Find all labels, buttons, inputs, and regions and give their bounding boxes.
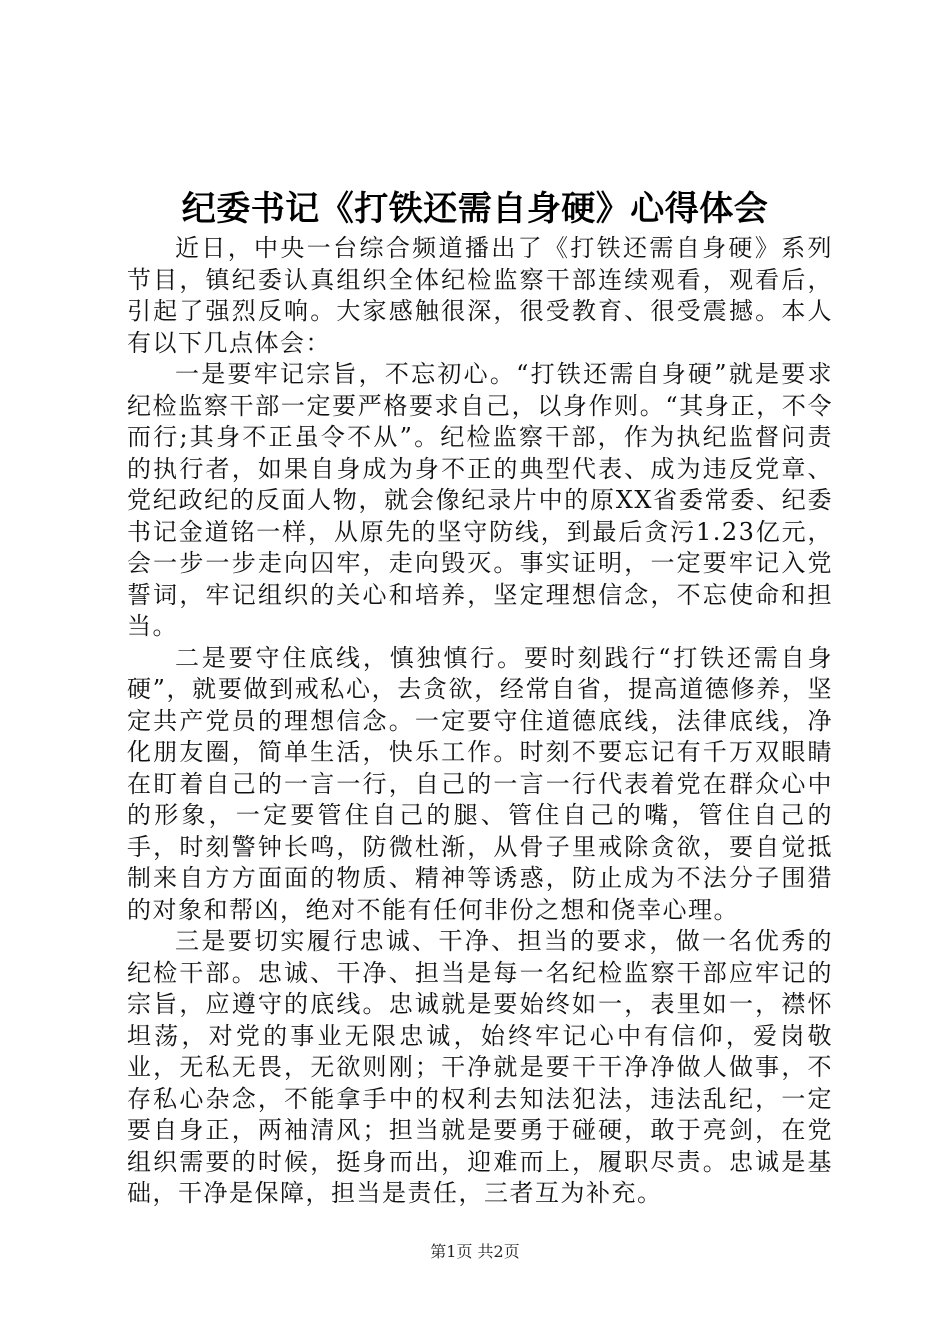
paragraph-point-two: 二是要守住底线，慎独慎行。要时刻践行“打铁还需自身硬”，就要做到戒私心，去贪欲，经常自省，提高道德修养，坚定共产党员的理想信念。一定要守住道德底线，法律底线，净化朋友圈，简单生活，快乐工作。时刻不要忘记有千万双眼睛在盯着自己的一言一行，自己的一言一行代表着党在群众心中的形象，一定要管住自己的腿、管住自己的嘴，管住自己的手，时刻警钟长鸣，防微杜渐，从骨子里戒除贪欲，要自觉抵制来自方方面面的物质、精神等诱惑，防止成为不法分子围猎的对象和帮凶，绝对不能有任何非份之想和侥幸心理。 bbox=[127, 643, 833, 924]
document-body bbox=[127, 233, 833, 1210]
page-number-footer: 第1页 共2页 bbox=[430, 1242, 520, 1261]
document-title: 纪委书记《打铁还需自身硬》心得体会 bbox=[181, 189, 769, 229]
paragraph-point-three: 三是要切实履行忠诚、干净、担当的要求，做一名优秀的纪检干部。忠诚、干净、担当是每一名纪检监察干部应牢记的宗旨，应遵守的底线。忠诚就是要始终如一，表里如一，襟怀坦荡，对党的事业无限忠诚，始终牢记心中有信仰，爱岗敬业，无私无畏，无欲则刚；干净就是要干干净净做人做事，不存私心杂念，不能拿手中的权利去知法犯法，违法乱纪，一定要自身正，两袖清风；担当就是要勇于碰硬，敢于亮剑，在党组织需要的时候，挺身而出，迎难而上，履职尽责。忠诚是基础，干净是保障，担当是责任，三者互为补充。 bbox=[127, 927, 833, 1207]
paragraph-intro: 近日，中央一台综合频道播出了《打铁还需自身硬》系列节目，镇纪委认真组织全体纪检监察干部连续观看，观看后，引起了强烈反响。大家感触很深，很受教育、很受震撼。本人有以下几点体会： bbox=[127, 234, 833, 357]
paragraph-point-one: 一是要牢记宗旨，不忘初心。“打铁还需自身硬”就是要求纪检监察干部一定要严格要求自己，以身作则。“其身正，不令而行;其身不正虽令不从”。纪检监察干部，作为执纪监督问责的执行者，如果自身成为身不正的典型代表、成为违反党章、党纪政纪的反面人物，就会像纪录片中的原XX省委常委、纪委书记金道铭一样，从原先的坚守防线，到最后贪污1.23亿元，会一步一步走向囚牢，走向毁灭。事实证明，一定要牢记入党誓词，牢记组织的关心和培养，坚定理想信念，不忘使命和担当。 bbox=[127, 360, 833, 640]
